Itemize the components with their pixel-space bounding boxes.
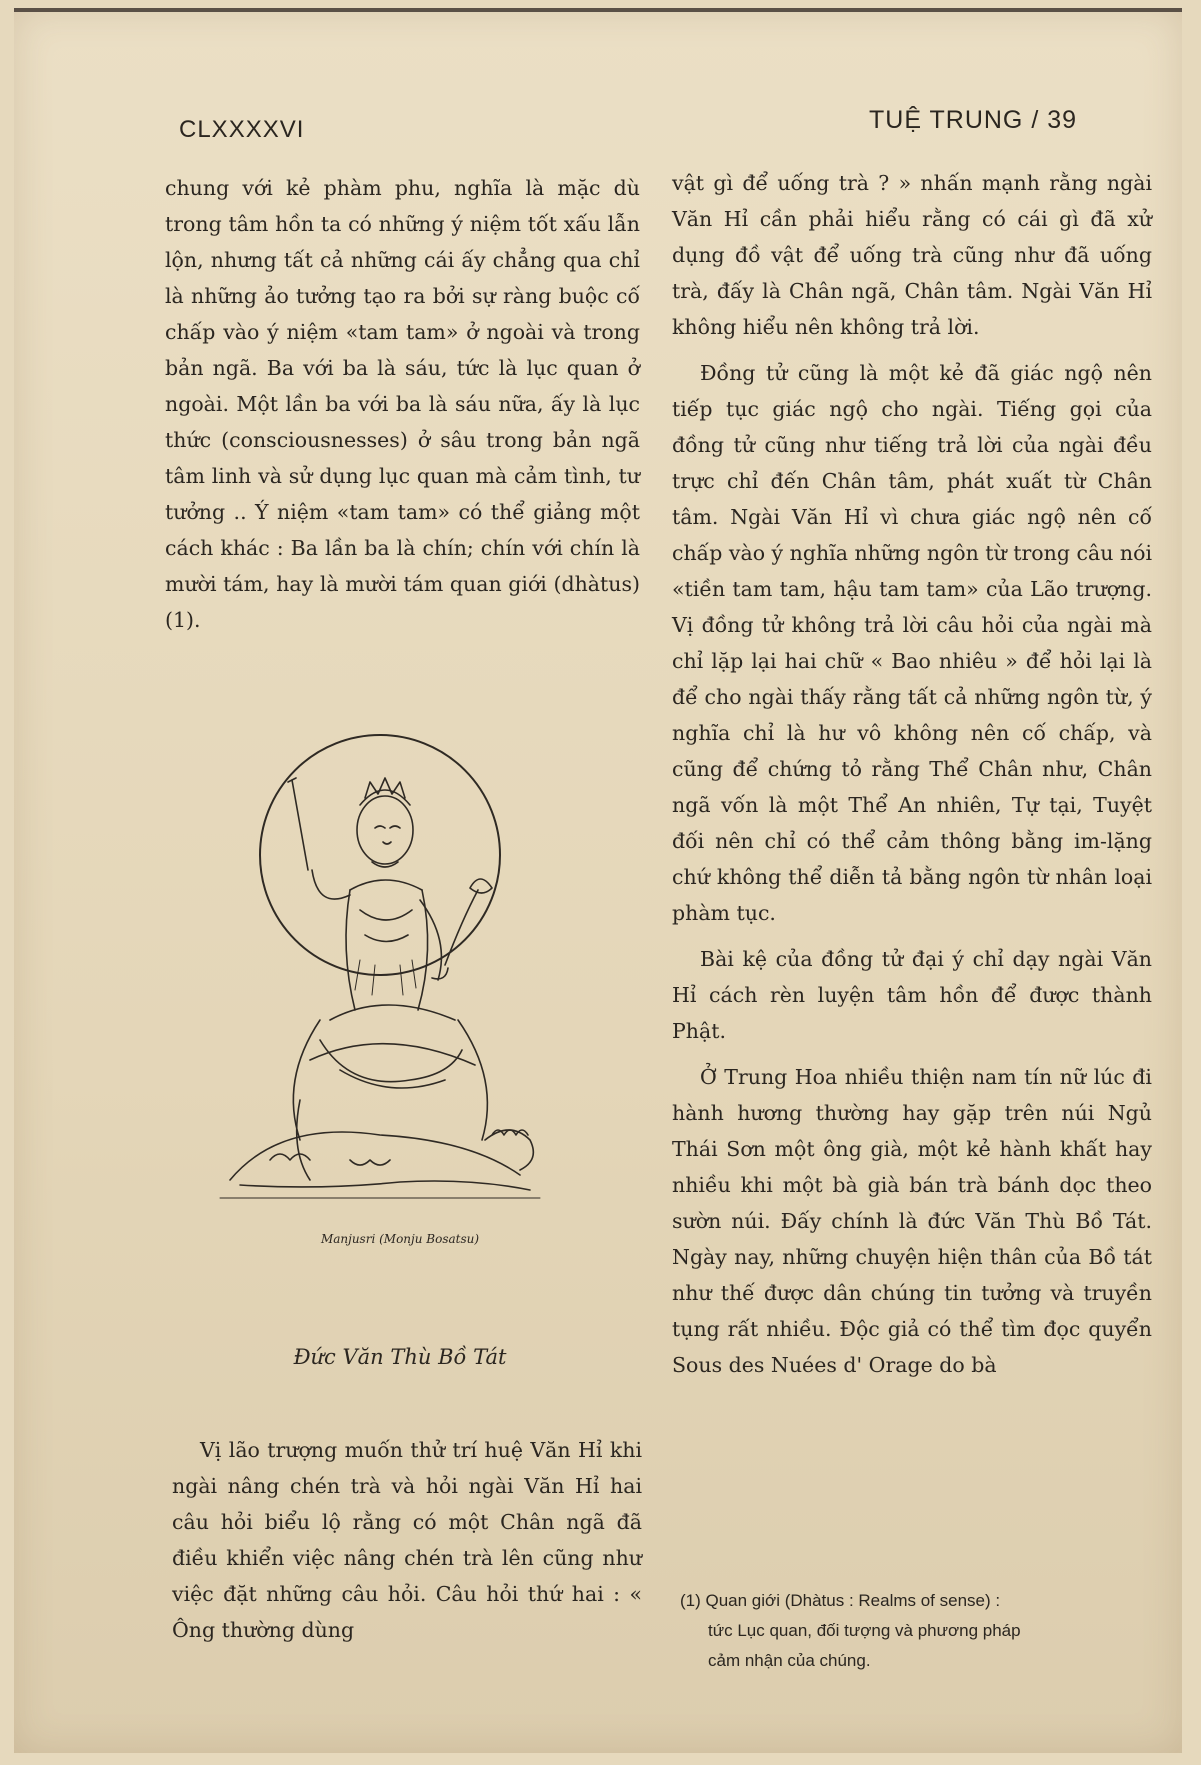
top-border: [14, 8, 1182, 12]
right-column: [672, 165, 1152, 1393]
paragraph: Vị lão trượng muốn thử trí huệ Văn Hỉ khi ngài nâng chén trà và hỏi ngài Văn Hỉ hai câu hỏi biểu lộ rằng có một Chân ngã đã điều khiển việc nâng chén trà lên cũng như việc đặt những câu hỏi. Câu hỏi thứ hai : « Ông thường dùng: [172, 1438, 642, 1642]
running-header: TUỆ TRUNG / 39: [869, 106, 1078, 134]
chapter-number: CLXXXXVI: [179, 116, 305, 143]
footnote-line: (1) Quan giới (Dhàtus : Realms of sense) :: [680, 1591, 1001, 1610]
footnote-line: tức Lục quan, đối tượng và phương pháp: [708, 1621, 1021, 1640]
left-column-top: [165, 170, 640, 648]
paragraph: Ở Trung Hoa nhiều thiện nam tín nữ lúc đi hành hương thường hay gặp trên núi Ngủ Thái Sơn một ông già, một kẻ hành khất hay nhiều khi một bà già bán trà bánh dọc theo sườn núi. Đấy chính là đức Văn Thù Bồ Tát. Ngày nay, những chuyện hiện thân của Bồ tát như thế được dân chúng tin tưởng và truyền tụng rất nhiều. Độc giả có thể tìm đọc quyển Sous des Nuées d' Orage do bà: [672, 1065, 1152, 1377]
figure-caption: Manjusri (Monju Bosatsu): [320, 1232, 480, 1246]
paragraph: Bài kệ của đồng tử đại ý chỉ dạy ngài Văn Hỉ cách rèn luyện tâm hồn để được thành Phật.: [672, 947, 1152, 1043]
paragraph: Đồng tử cũng là một kẻ đã giác ngộ nên tiếp tục giác ngộ cho ngài. Tiếng gọi của đồng tử cũng như tiếng trả lời của ngài đều trực chỉ đến Chân tâm, phát xuất từ Chân tâm. Ngài Văn Hỉ vì chưa giác ngộ nên cố chấp vào ý nghĩa những ngôn từ trong câu nói «tiền tam tam, hậu tam tam» của Lão trượng. Vị đồng tử không trả lời câu hỏi của ngài mà chỉ lặp lại hai chữ « Bao nhiêu » để hỏi lại là để cho ngài thấy rằng tất cả những ngôn từ, ý nghĩa chỉ là hư vô không nên cố chấp, và cũng để chứng tỏ rằng Thể Chân như, Chân ngã vốn là một Thể An nhiên, Tự tại, Tuyệt đối nên chỉ có thể cảm thông bằng im-lặng chứ không thể diễn tả bằng ngôn từ nhân loại phàm tục.: [672, 361, 1153, 925]
paragraph: chung với kẻ phàm phu, nghĩa là mặc dù trong tâm hồn ta có những ý niệm tốt xấu lẫn lộn, nhưng tất cả những cái ấy chẳng qua chỉ là những ảo tưởng tạo ra bởi sự ràng buộc cố chấp vào ý niệm «tam tam» ở ngoài và trong bản ngã. Ba với ba là sáu, tức là lục quan ở ngoài. Một lần ba với ba là sáu nữa, ấy là lục thức (consciousnesses) ở sâu trong bản ngã tâm linh và sử dụng lục quan mà cảm tình, tư tưởng .. Ý niệm «tam tam» có thể giảng một cách khác : Ba lần ba là chín; chín với chín là mười tám, hay là mười tám quan giới (dhàtus) (1).: [165, 176, 640, 632]
footnote: [680, 1586, 1150, 1676]
manjusri-illustration: [200, 720, 560, 1220]
left-column-bottom: [172, 1432, 642, 1658]
footnote-line: cảm nhận của chúng.: [708, 1651, 871, 1670]
figure-title: Đức Văn Thù Bồ Tát: [293, 1345, 507, 1369]
paragraph: vật gì để uống trà ? » nhấn mạnh rằng ngài Văn Hỉ cần phải hiểu rằng có cái gì đã xử dụng đồ vật để uống trà cũng như đã uống trà, đấy là Chân ngã, Chân tâm. Ngài Văn Hỉ không hiểu nên không trả lời.: [672, 171, 1152, 339]
